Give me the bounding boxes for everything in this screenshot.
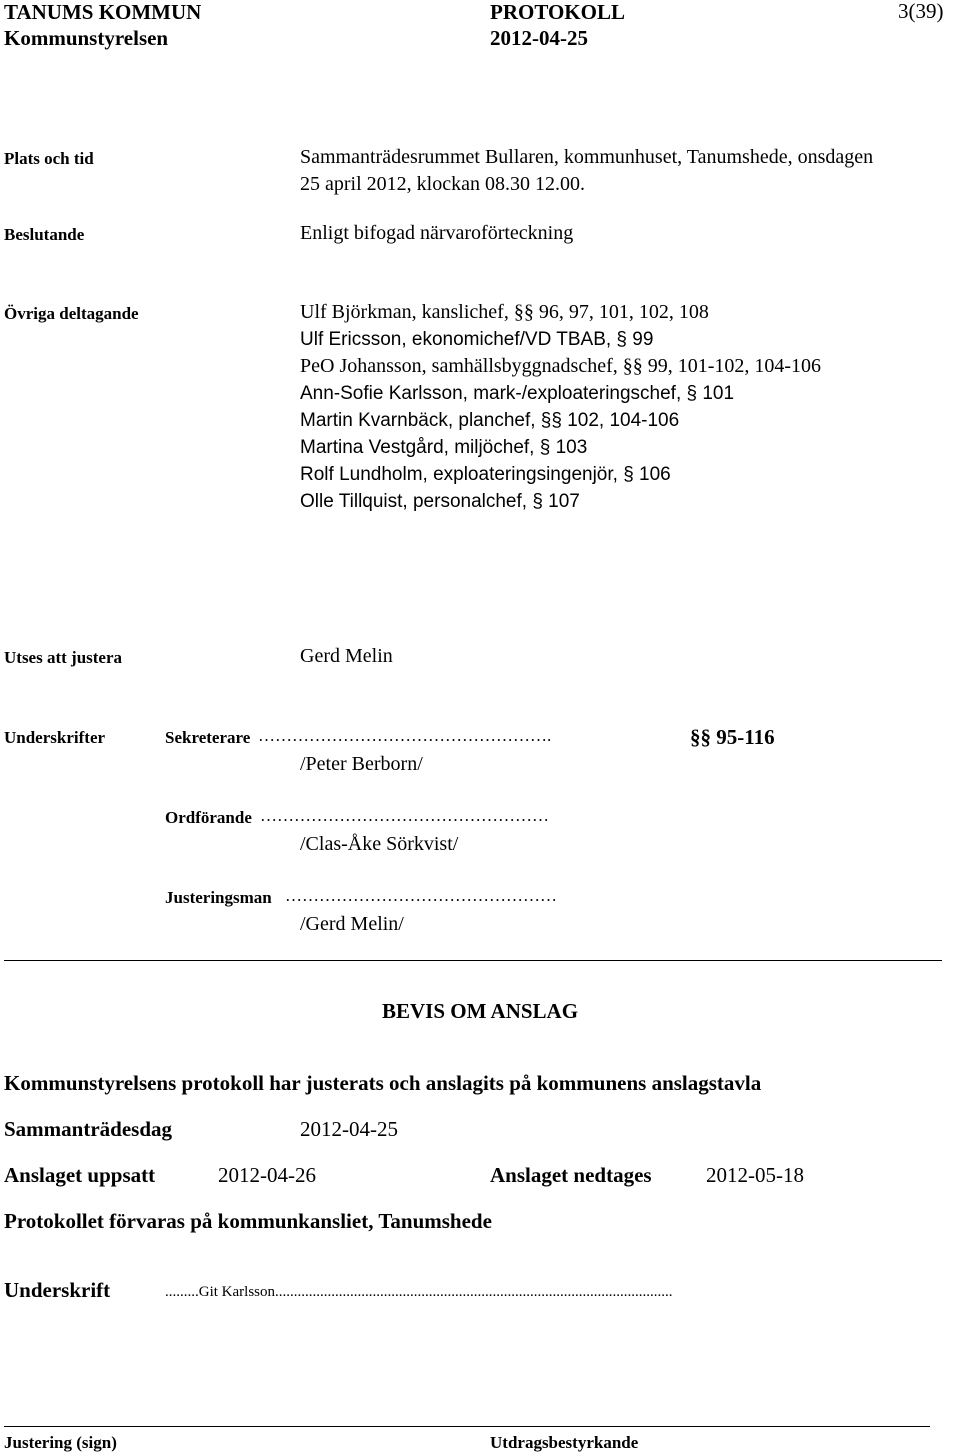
adjust-value: Gerd Melin [300, 645, 393, 667]
posted-value: 2012-04-26 [218, 1163, 316, 1187]
removed-label: Anslaget nedtages [490, 1163, 652, 1187]
place-line-1: Sammanträdesrummet Bullaren, kommunhuset, Tanumshede, onsdagen [300, 146, 874, 168]
adjust-label: Utses att justera [4, 648, 123, 667]
deciding-label: Beslutande [4, 225, 85, 244]
paragraph-range: §§ 95-116 [690, 725, 775, 749]
secretary-label: Sekreterare [165, 728, 251, 747]
secretary-name: /Peter Berborn/ [300, 753, 423, 775]
deciding-value: Enligt bifogad närvaroförteckning [300, 222, 574, 244]
chair-name: /Clas-Åke Sörkvist/ [300, 833, 459, 855]
doc-type: PROTOKOLL [490, 0, 625, 24]
signature-label: Underskrift [4, 1278, 111, 1302]
board-name: Kommunstyrelsen [4, 26, 169, 50]
participant-line: Olle Tillquist, personalchef, § 107 [300, 491, 580, 512]
notice-title: BEVIS OM ANSLAG [382, 999, 579, 1023]
kept-at: Protokollet förvaras på kommunkansliet, Tanumshede [4, 1209, 492, 1233]
posted-label: Anslaget uppsatt [4, 1163, 156, 1187]
participant-line: Ulf Ericsson, ekonomichef/VD TBAB, § 99 [300, 329, 654, 350]
section-divider [4, 960, 942, 961]
meeting-day-value: 2012-04-25 [300, 1117, 398, 1141]
chair-signature-line: …………………………………………… [260, 806, 549, 825]
participant-line: Ulf Björkman, kanslichef, §§ 96, 97, 101, 102, 108 [300, 301, 709, 323]
removed-value: 2012-05-18 [706, 1163, 804, 1187]
others-label: Övriga deltagande [4, 304, 139, 323]
secretary-signature-line: ……………………………………………. [258, 726, 552, 745]
place-label: Plats och tid [4, 149, 94, 168]
signatures-label: Underskrifter [4, 728, 106, 747]
notice-statement: Kommunstyrelsens protokoll har justerats och anslagits på kommunens anslagstavla [4, 1071, 762, 1095]
others-list [300, 299, 821, 515]
participant-line: Martina Vestgård, miljöchef, § 103 [300, 437, 588, 458]
meeting-day-label: Sammanträdesdag [4, 1117, 173, 1141]
participant-line: Rolf Lundholm, exploateringsingenjör, § 106 [300, 464, 671, 485]
adjuster-name: /Gerd Melin/ [300, 913, 404, 935]
place-line-2: 25 april 2012, klockan 08.30 12.00. [300, 173, 585, 195]
doc-date: 2012-04-25 [490, 26, 588, 50]
participant-line: Ann-Sofie Karlsson, mark-/exploateringschef, § 101 [300, 383, 735, 404]
participant-line: Martin Kvarnbäck, planchef, §§ 102, 104-106 [300, 410, 680, 431]
footer-sign-label: Justering (sign) [4, 1433, 117, 1452]
footer-divider [4, 1426, 930, 1427]
adjuster-signature-line: ………………………………………… [285, 886, 557, 905]
signature-value: .........Git Karlsson.......................................................................................................... [165, 1284, 673, 1300]
footer-extract-label: Utdragsbestyrkande [490, 1433, 639, 1452]
adjuster-label: Justeringsman [165, 888, 272, 907]
municipality-name: TANUMS KOMMUN [4, 0, 202, 24]
participant-line: PeO Johansson, samhällsbyggnadschef, §§ 99, 101-102, 104-106 [300, 355, 822, 377]
chair-label: Ordförande [165, 808, 252, 827]
page-number: 3(39) [898, 0, 944, 23]
